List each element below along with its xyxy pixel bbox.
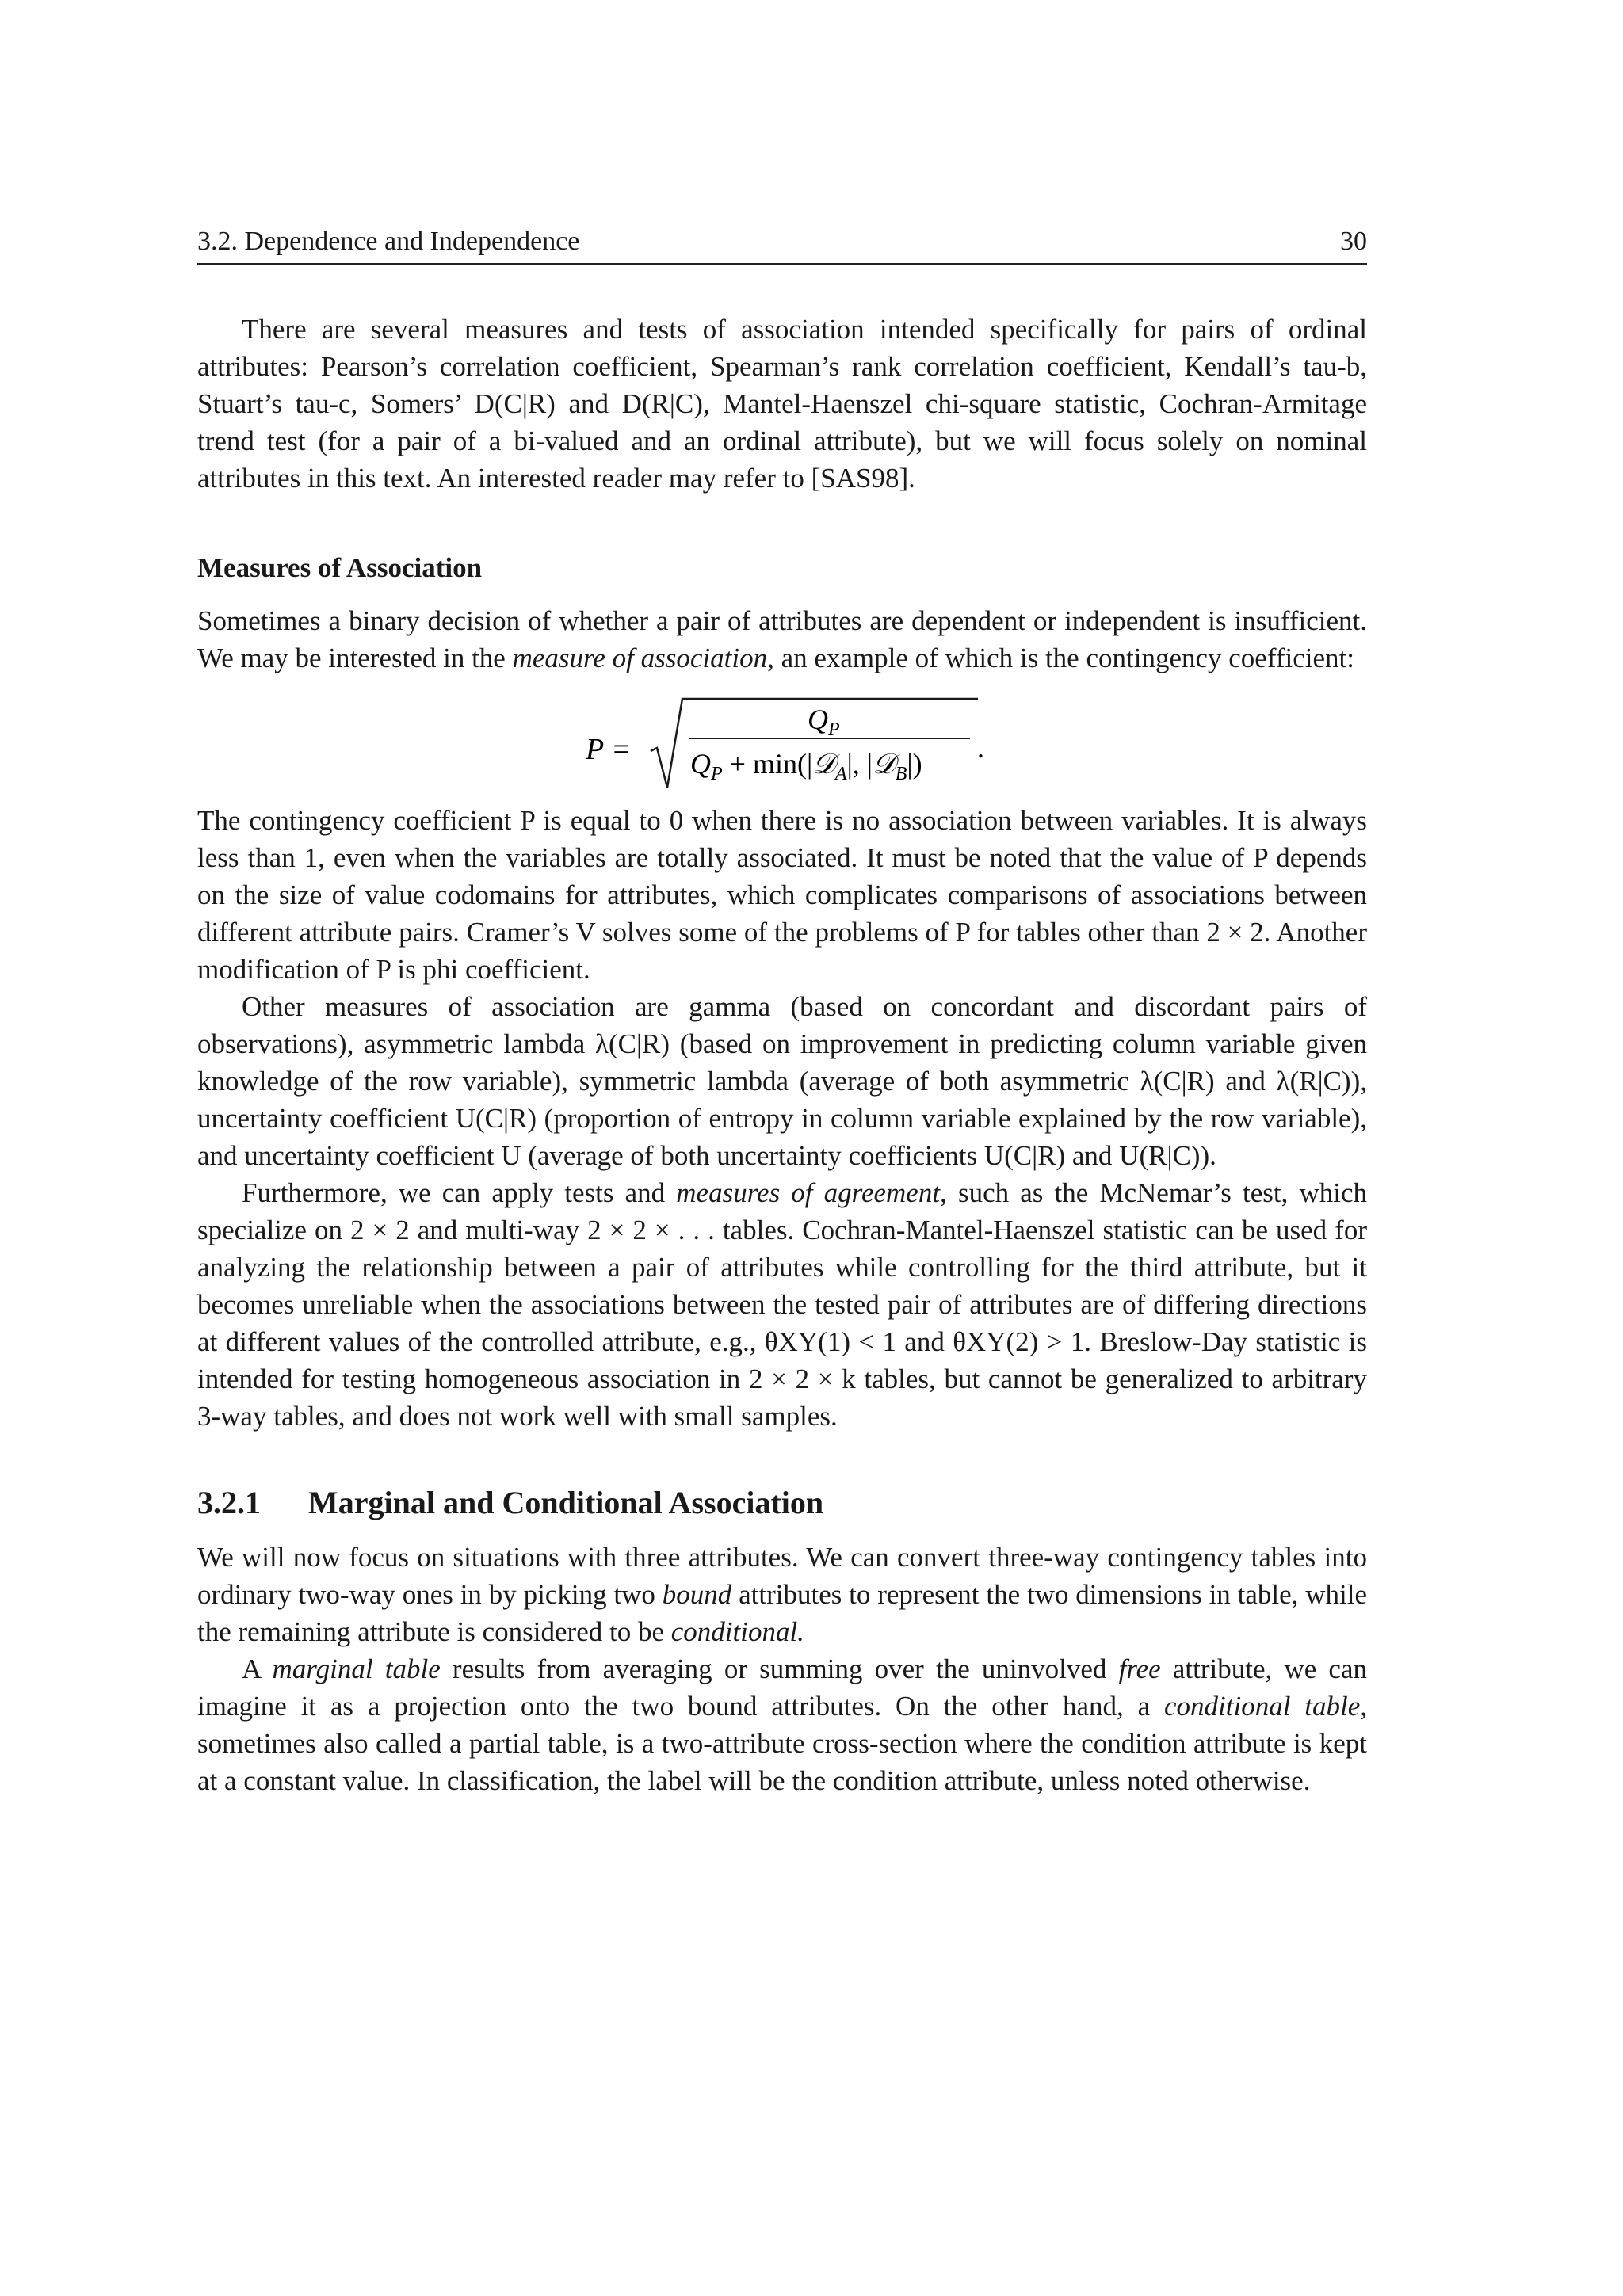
emphasis-measure-of-association: measure of association: [512, 643, 768, 673]
numerator: $Q_P$: [808, 704, 840, 740]
section-heading-title: Marginal and Conditional Association: [308, 1485, 824, 1520]
emphasis-conditional: conditional.: [670, 1616, 804, 1647]
intro-paragraph: There are several measures and tests of association intended specifically for pairs of ordinal attributes: Pearson’s correlation coefficient, Spearman’s rank correlation coefficient, Kendall’s tau-b, Stuart’s tau-c, Somers’ D(C|R) and D(R|C), Mantel-Haenszel chi-square statistic, Cochran-Armitage trend test (for a pair of a bi-valued and an ordinal attribute), but we will focus solely on nominal attributes in this text. An interested reader may refer to [SAS98].: [197, 314, 1367, 494]
agreement-paragraph: Furthermore, we can apply tests and measures of agreement, such as the McNemar’s test, which specialize on 2 × 2 and multi-way 2 × 2 × . . . tables. Cochran-Mantel-Haenszel statistic can be used for analyzing the relationship between a pair of attributes while controlling for the third attribute, but it becomes unreliable when the associations between the tested pair of attributes are of differing directions at different values of the controlled attribute, e.g., θXY(1) < 1 and θXY(2) > 1. Breslow-Day statistic is intended for testing homogeneous association in 2 × 2 × k tables, but cannot be generalized to arbitrary 3-way tables, and does not work well with small samples.: [197, 1177, 1367, 1432]
page-body: [197, 223, 1367, 1799]
section-paragraph-1: We will now focus on situations with three attributes. We can convert three-way contingency tables into ordinary two-way ones in by picking two bound attributes to represent the two dimensions in table, while the remaining attribute is considered to be conditional.: [197, 1542, 1367, 1647]
emphasis-conditional-table: conditional table: [1164, 1691, 1361, 1722]
emphasis-measures-of-agreement: measures of agreement: [676, 1177, 941, 1208]
contingency-paragraph: The contingency coefficient P is equal to 0 when there is no association between variables. It is always less than 1, even when the variables are totally associated. It must be noted that the value of P depends on the size of value codomains for attributes, which complicates comparisons of associations between different attribute pairs. Cramer’s V solves some of the problems of P for tables other than 2 × 2. Another modification of P is phi coefficient.: [197, 805, 1367, 985]
equation-period: .: [977, 732, 984, 764]
denominator: $Q_P$ + min(|𝒟$_A$|, |𝒟$_B$|): [690, 748, 922, 784]
section-title-header: 3.2. Dependence and Independence: [197, 227, 580, 256]
section-paragraph-2: A marginal table results from averaging or summing over the uninvolved free attribute, we can imagine it as a projection onto the two bound attributes. On the other hand, a conditional table, sometimes also called a partial table, is a two-attribute cross-section where the condition attribute is kept at a constant value. In classification, the label will be the condition attribute, unless noted otherwise.: [197, 1653, 1367, 1796]
emphasis-free: free: [1118, 1653, 1161, 1684]
section-heading: [197, 1484, 1367, 1521]
contingency-coefficient-equation: [197, 694, 1367, 797]
measures-paragraph: Sometimes a binary decision of whether a pair of attributes are dependent or independent is insufficient. We may be interested in the measure of association, an example of which is the contingency coefficient:: [197, 605, 1367, 673]
emphasis-bound: bound: [662, 1579, 732, 1610]
measures-heading: Measures of Association: [197, 552, 483, 583]
other-measures-paragraph: Other measures of association are gamma (based on concordant and discordant pairs of observations), asymmetric lambda λ(C|R) (based on improvement in predicting column variable given knowledge of the row variable), symmetric lambda (average of both asymmetric λ(C|R) and λ(R|C)), uncertainty coefficient U(C|R) (proportion of entropy in column variable explained by the row variable), and uncertainty coefficient U (average of both uncertainty coefficients U(C|R) and U(R|C)).: [197, 991, 1367, 1171]
section-number: 3.2.1: [197, 1485, 261, 1520]
running-head: [197, 223, 1367, 265]
emphasis-marginal-table: marginal table: [272, 1653, 441, 1684]
equation-lhs: P =: [586, 733, 632, 766]
page-number: 30: [1340, 227, 1367, 256]
equation-svg: [197, 694, 1367, 797]
